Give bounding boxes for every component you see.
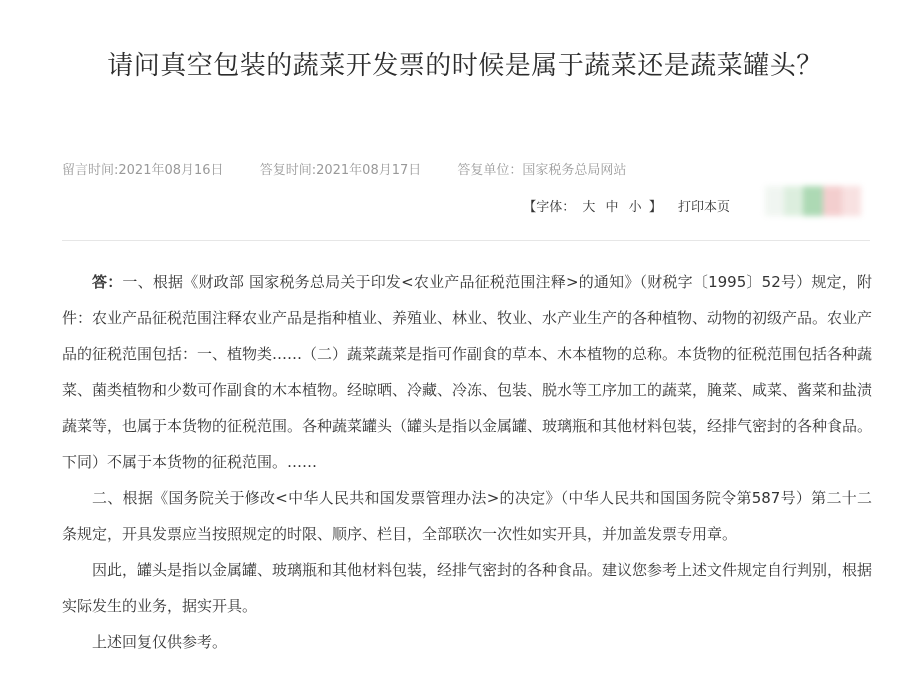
share-swatch — [823, 186, 842, 216]
font-size-toolbar — [523, 196, 730, 215]
answer-text: 一、根据《财政部 国家税务总局关于印发<农业产品征税范围注释>的通知》（财税字〔1995〕52号）规定，附件：农业产品征税范围注释农业产品是指种植业、养殖业、林业、牧业、水产业生产的各种植物、动物的初级产品。农业产品的征税范围包括：一、植物类……（二）蔬菜蔬菜是指可作副食的草本、木本植物的总称。本货物的征税范围包括各种蔬菜、菌类植物和少数可作副食的木本植物。经晾晒、冷藏、冷冻、包装、脱水等工序加工的蔬菜，腌菜、咸菜、酱菜和盐渍蔬菜等，也属于本货物的征税范围。各种蔬菜罐头（罐头是指以金属罐、玻璃瓶和其他材料包装，经排气密封的各种食品。下同）不属于本货物的征税范围。…… — [62, 273, 873, 471]
font-size-large-button[interactable]: 大 — [582, 200, 596, 215]
meta-info — [62, 159, 658, 178]
blurred-share-icons[interactable] — [765, 186, 861, 216]
share-swatch — [803, 186, 822, 216]
answer-content — [62, 264, 872, 660]
print-page-link[interactable]: 打印本页 — [677, 200, 730, 215]
divider — [62, 240, 870, 241]
font-size-small-button[interactable]: 小 — [628, 200, 642, 215]
share-swatch — [765, 186, 784, 216]
answer-paragraph — [62, 264, 872, 480]
answer-paragraph: 二、根据《国务院关于修改<中华人民共和国发票管理办法>的决定》（中华人民共和国国务院令第587号）第二十二条规定，开具发票应当按照规定的时限、顺序、栏目，全部联次一次性如实开具，并加盖发票专用章。 — [62, 489, 872, 543]
message-time: 留言时间:2021年08月16日 — [62, 163, 224, 178]
font-size-bracket-close: 】 — [648, 200, 662, 215]
reply-time: 答复时间:2021年08月17日 — [259, 163, 422, 178]
share-swatch — [784, 186, 803, 216]
page-title: 请问真空包装的蔬菜开发票的时候是属于蔬菜还是蔬菜罐头？ — [107, 51, 823, 81]
font-size-label: 【字体： — [523, 200, 576, 215]
answer-label: 答： — [92, 273, 123, 291]
answer-paragraph: 上述回复仅供参考。 — [92, 633, 228, 651]
font-size-medium-button[interactable]: 中 — [605, 200, 619, 215]
answer-paragraph: 因此，罐头是指以金属罐、玻璃瓶和其他材料包装，经排气密封的各种食品。建议您参考上述文件规定自行判别，根据实际发生的业务，据实开具。 — [62, 561, 873, 615]
share-swatch — [842, 186, 861, 216]
reply-unit: 答复单位：国家税务总局网站 — [457, 163, 627, 178]
